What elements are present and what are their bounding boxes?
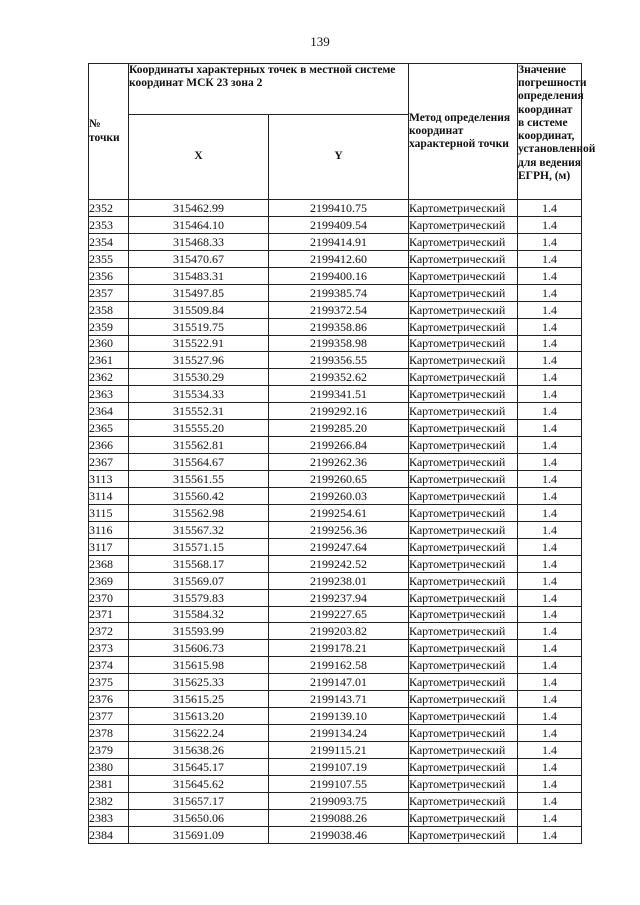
- cell-y: 2199358.86: [269, 318, 409, 335]
- cell-y: 2199266.84: [269, 437, 409, 454]
- table-row: [89, 437, 582, 454]
- table-row: [89, 216, 582, 233]
- cell-method: Картометрический: [409, 589, 518, 606]
- header-x: X: [129, 115, 269, 200]
- cell-method: Картометрический: [409, 420, 518, 437]
- cell-method: Картометрический: [409, 454, 518, 471]
- cell-point-number: 2354: [89, 233, 129, 250]
- header-y: Y: [269, 115, 409, 200]
- cell-accuracy: 1.4: [518, 420, 582, 437]
- cell-method: Картометрический: [409, 555, 518, 572]
- table-body: [89, 200, 582, 844]
- cell-point-number: 2360: [89, 335, 129, 352]
- cell-y: 2199242.52: [269, 555, 409, 572]
- cell-x: 315562.81: [129, 437, 269, 454]
- cell-method: Картометрический: [409, 826, 518, 843]
- cell-x: 315650.06: [129, 809, 269, 826]
- cell-point-number: 2378: [89, 725, 129, 742]
- cell-y: 2199260.65: [269, 471, 409, 488]
- cell-method: Картометрический: [409, 352, 518, 369]
- table-row: [89, 267, 582, 284]
- cell-y: 2199254.61: [269, 504, 409, 521]
- cell-point-number: 2380: [89, 758, 129, 775]
- cell-y: 2199358.98: [269, 335, 409, 352]
- header-point-number: № точки: [89, 64, 129, 200]
- cell-y: 2199414.91: [269, 233, 409, 250]
- cell-method: Картометрический: [409, 792, 518, 809]
- table-row: [89, 284, 582, 301]
- cell-method: Картометрический: [409, 691, 518, 708]
- cell-x: 315470.67: [129, 250, 269, 267]
- cell-y: 2199385.74: [269, 284, 409, 301]
- cell-x: 315622.24: [129, 725, 269, 742]
- cell-point-number: 3117: [89, 538, 129, 555]
- cell-x: 315509.84: [129, 301, 269, 318]
- cell-accuracy: 1.4: [518, 437, 582, 454]
- cell-accuracy: 1.4: [518, 454, 582, 471]
- cell-y: 2199203.82: [269, 623, 409, 640]
- cell-accuracy: 1.4: [518, 335, 582, 352]
- cell-x: 315568.17: [129, 555, 269, 572]
- table-row: [89, 708, 582, 725]
- cell-method: Картометрический: [409, 369, 518, 386]
- cell-point-number: 2358: [89, 301, 129, 318]
- page-number: 139: [310, 34, 330, 49]
- table-row: [89, 504, 582, 521]
- cell-x: 315691.09: [129, 826, 269, 843]
- cell-x: 315615.98: [129, 657, 269, 674]
- cell-point-number: 2359: [89, 318, 129, 335]
- table-row: [89, 775, 582, 792]
- table-row: [89, 352, 582, 369]
- cell-method: Картометрический: [409, 623, 518, 640]
- cell-y: 2199143.71: [269, 691, 409, 708]
- cell-method: Картометрический: [409, 640, 518, 657]
- cell-y: 2199409.54: [269, 216, 409, 233]
- cell-method: Картометрический: [409, 487, 518, 504]
- table-row: [89, 471, 582, 488]
- cell-accuracy: 1.4: [518, 775, 582, 792]
- cell-accuracy: 1.4: [518, 623, 582, 640]
- table-row: [89, 792, 582, 809]
- cell-x: 315571.15: [129, 538, 269, 555]
- table-row: [89, 521, 582, 538]
- cell-y: 2199412.60: [269, 250, 409, 267]
- table-row: [89, 318, 582, 335]
- cell-method: Картометрический: [409, 657, 518, 674]
- cell-point-number: 2362: [89, 369, 129, 386]
- cell-y: 2199227.65: [269, 606, 409, 623]
- header-method: Метод определения координат характерной точки: [409, 64, 518, 200]
- cell-point-number: 2381: [89, 775, 129, 792]
- cell-y: 2199260.03: [269, 487, 409, 504]
- cell-point-number: 2375: [89, 674, 129, 691]
- cell-y: 2199400.16: [269, 267, 409, 284]
- cell-x: 315555.20: [129, 420, 269, 437]
- cell-accuracy: 1.4: [518, 538, 582, 555]
- cell-x: 315606.73: [129, 640, 269, 657]
- cell-accuracy: 1.4: [518, 301, 582, 318]
- cell-method: Картометрический: [409, 504, 518, 521]
- cell-method: Картометрический: [409, 386, 518, 403]
- table-row: [89, 742, 582, 759]
- cell-x: 315560.42: [129, 487, 269, 504]
- cell-point-number: 3116: [89, 521, 129, 538]
- table-row: [89, 725, 582, 742]
- cell-accuracy: 1.4: [518, 233, 582, 250]
- table-row: [89, 640, 582, 657]
- cell-point-number: 3114: [89, 487, 129, 504]
- table-row: [89, 606, 582, 623]
- cell-point-number: 2361: [89, 352, 129, 369]
- cell-method: Картометрический: [409, 233, 518, 250]
- cell-x: 315561.55: [129, 471, 269, 488]
- cell-y: 2199352.62: [269, 369, 409, 386]
- cell-accuracy: 1.4: [518, 284, 582, 301]
- table-row: [89, 657, 582, 674]
- cell-accuracy: 1.4: [518, 606, 582, 623]
- table-row: [89, 758, 582, 775]
- cell-accuracy: 1.4: [518, 758, 582, 775]
- cell-x: 315569.07: [129, 572, 269, 589]
- cell-method: Картометрический: [409, 521, 518, 538]
- cell-x: 315462.99: [129, 200, 269, 217]
- table-row: [89, 250, 582, 267]
- cell-y: 2199238.01: [269, 572, 409, 589]
- cell-point-number: 2374: [89, 657, 129, 674]
- cell-point-number: 2356: [89, 267, 129, 284]
- cell-method: Картометрический: [409, 606, 518, 623]
- table-row: [89, 691, 582, 708]
- cell-x: 315613.20: [129, 708, 269, 725]
- cell-y: 2199088.26: [269, 809, 409, 826]
- cell-accuracy: 1.4: [518, 471, 582, 488]
- cell-method: Картометрический: [409, 725, 518, 742]
- table-row: [89, 233, 582, 250]
- cell-x: 315534.33: [129, 386, 269, 403]
- cell-x: 315584.32: [129, 606, 269, 623]
- cell-x: 315562.98: [129, 504, 269, 521]
- cell-y: 2199107.55: [269, 775, 409, 792]
- cell-accuracy: 1.4: [518, 674, 582, 691]
- cell-point-number: 2368: [89, 555, 129, 572]
- cell-method: Картометрический: [409, 318, 518, 335]
- cell-x: 315468.33: [129, 233, 269, 250]
- table-row: [89, 420, 582, 437]
- cell-accuracy: 1.4: [518, 267, 582, 284]
- cell-x: 315645.62: [129, 775, 269, 792]
- cell-point-number: 3113: [89, 471, 129, 488]
- cell-method: Картометрический: [409, 708, 518, 725]
- cell-accuracy: 1.4: [518, 369, 582, 386]
- cell-accuracy: 1.4: [518, 487, 582, 504]
- cell-y: 2199285.20: [269, 420, 409, 437]
- cell-accuracy: 1.4: [518, 403, 582, 420]
- table-row: [89, 809, 582, 826]
- cell-accuracy: 1.4: [518, 725, 582, 742]
- table-row: [89, 403, 582, 420]
- cell-y: 2199178.21: [269, 640, 409, 657]
- cell-x: 315638.26: [129, 742, 269, 759]
- cell-y: 2199292.16: [269, 403, 409, 420]
- cell-point-number: 2379: [89, 742, 129, 759]
- cell-accuracy: 1.4: [518, 589, 582, 606]
- cell-point-number: 2371: [89, 606, 129, 623]
- cell-accuracy: 1.4: [518, 386, 582, 403]
- cell-x: 315657.17: [129, 792, 269, 809]
- cell-method: Картометрический: [409, 809, 518, 826]
- cell-method: Картометрический: [409, 301, 518, 318]
- cell-y: 2199247.64: [269, 538, 409, 555]
- cell-y: 2199237.94: [269, 589, 409, 606]
- table-row: [89, 572, 582, 589]
- cell-x: 315530.29: [129, 369, 269, 386]
- cell-y: 2199262.36: [269, 454, 409, 471]
- cell-x: 315625.33: [129, 674, 269, 691]
- cell-method: Картометрический: [409, 200, 518, 217]
- cell-method: Картометрический: [409, 742, 518, 759]
- cell-method: Картометрический: [409, 674, 518, 691]
- cell-y: 2199341.51: [269, 386, 409, 403]
- cell-point-number: 2357: [89, 284, 129, 301]
- cell-point-number: 2373: [89, 640, 129, 657]
- cell-x: 315567.32: [129, 521, 269, 538]
- cell-accuracy: 1.4: [518, 742, 582, 759]
- table-row: [89, 589, 582, 606]
- table-row: [89, 487, 582, 504]
- cell-point-number: 3115: [89, 504, 129, 521]
- header-accuracy: Значение погрешности определения координат в системе координат, установленной для ведения ЕГРН, (м): [518, 64, 582, 200]
- table-row: [89, 674, 582, 691]
- cell-accuracy: 1.4: [518, 657, 582, 674]
- cell-accuracy: 1.4: [518, 572, 582, 589]
- cell-point-number: 2376: [89, 691, 129, 708]
- cell-point-number: 2370: [89, 589, 129, 606]
- cell-accuracy: 1.4: [518, 826, 582, 843]
- cell-point-number: 2367: [89, 454, 129, 471]
- cell-point-number: 2383: [89, 809, 129, 826]
- cell-accuracy: 1.4: [518, 216, 582, 233]
- cell-accuracy: 1.4: [518, 352, 582, 369]
- cell-y: 2199256.36: [269, 521, 409, 538]
- cell-accuracy: 1.4: [518, 792, 582, 809]
- table-row: [89, 369, 582, 386]
- cell-x: 315593.99: [129, 623, 269, 640]
- cell-y: 2199115.21: [269, 742, 409, 759]
- cell-point-number: 2363: [89, 386, 129, 403]
- coordinates-table: [88, 63, 596, 844]
- cell-y: 2199162.58: [269, 657, 409, 674]
- table-row: [89, 454, 582, 471]
- table-row: [89, 386, 582, 403]
- cell-accuracy: 1.4: [518, 521, 582, 538]
- cell-point-number: 2382: [89, 792, 129, 809]
- cell-y: 2199356.55: [269, 352, 409, 369]
- cell-x: 315483.31: [129, 267, 269, 284]
- table-row: [89, 200, 582, 217]
- cell-method: Картометрический: [409, 284, 518, 301]
- table-row: [89, 538, 582, 555]
- cell-point-number: 2364: [89, 403, 129, 420]
- cell-y: 2199139.10: [269, 708, 409, 725]
- cell-method: Картометрический: [409, 471, 518, 488]
- cell-method: Картометрический: [409, 572, 518, 589]
- cell-accuracy: 1.4: [518, 555, 582, 572]
- cell-method: Картометрический: [409, 267, 518, 284]
- cell-method: Картометрический: [409, 403, 518, 420]
- cell-x: 315615.25: [129, 691, 269, 708]
- table-row: [89, 826, 582, 843]
- cell-x: 315552.31: [129, 403, 269, 420]
- table-row: [89, 301, 582, 318]
- cell-accuracy: 1.4: [518, 708, 582, 725]
- cell-point-number: 2384: [89, 826, 129, 843]
- cell-y: 2199147.01: [269, 674, 409, 691]
- cell-x: 315497.85: [129, 284, 269, 301]
- cell-x: 315527.96: [129, 352, 269, 369]
- cell-method: Картометрический: [409, 216, 518, 233]
- table-row: [89, 555, 582, 572]
- cell-accuracy: 1.4: [518, 809, 582, 826]
- cell-point-number: 2369: [89, 572, 129, 589]
- cell-method: Картометрический: [409, 758, 518, 775]
- cell-accuracy: 1.4: [518, 640, 582, 657]
- cell-y: 2199134.24: [269, 725, 409, 742]
- cell-accuracy: 1.4: [518, 250, 582, 267]
- cell-point-number: 2372: [89, 623, 129, 640]
- cell-method: Картометрический: [409, 335, 518, 352]
- cell-y: 2199093.75: [269, 792, 409, 809]
- cell-accuracy: 1.4: [518, 691, 582, 708]
- cell-point-number: 2355: [89, 250, 129, 267]
- cell-point-number: 2365: [89, 420, 129, 437]
- cell-x: 315579.83: [129, 589, 269, 606]
- table-row: [89, 623, 582, 640]
- table-header: [89, 64, 596, 200]
- cell-x: 315645.17: [129, 758, 269, 775]
- cell-method: Картометрический: [409, 775, 518, 792]
- cell-method: Картометрический: [409, 250, 518, 267]
- table-row: [89, 335, 582, 352]
- cell-point-number: 2377: [89, 708, 129, 725]
- cell-method: Картометрический: [409, 538, 518, 555]
- cell-y: 2199410.75: [269, 200, 409, 217]
- cell-x: 315564.67: [129, 454, 269, 471]
- cell-y: 2199372.54: [269, 301, 409, 318]
- header-coordinates: Координаты характерных точек в местной системе координат МСК 23 зона 2: [129, 64, 409, 115]
- cell-y: 2199038.46: [269, 826, 409, 843]
- cell-x: 315522.91: [129, 335, 269, 352]
- cell-point-number: 2352: [89, 200, 129, 217]
- cell-x: 315464.10: [129, 216, 269, 233]
- cell-point-number: 2366: [89, 437, 129, 454]
- cell-method: Картометрический: [409, 437, 518, 454]
- cell-accuracy: 1.4: [518, 318, 582, 335]
- cell-y: 2199107.19: [269, 758, 409, 775]
- cell-point-number: 2353: [89, 216, 129, 233]
- cell-x: 315519.75: [129, 318, 269, 335]
- cell-accuracy: 1.4: [518, 200, 582, 217]
- cell-accuracy: 1.4: [518, 504, 582, 521]
